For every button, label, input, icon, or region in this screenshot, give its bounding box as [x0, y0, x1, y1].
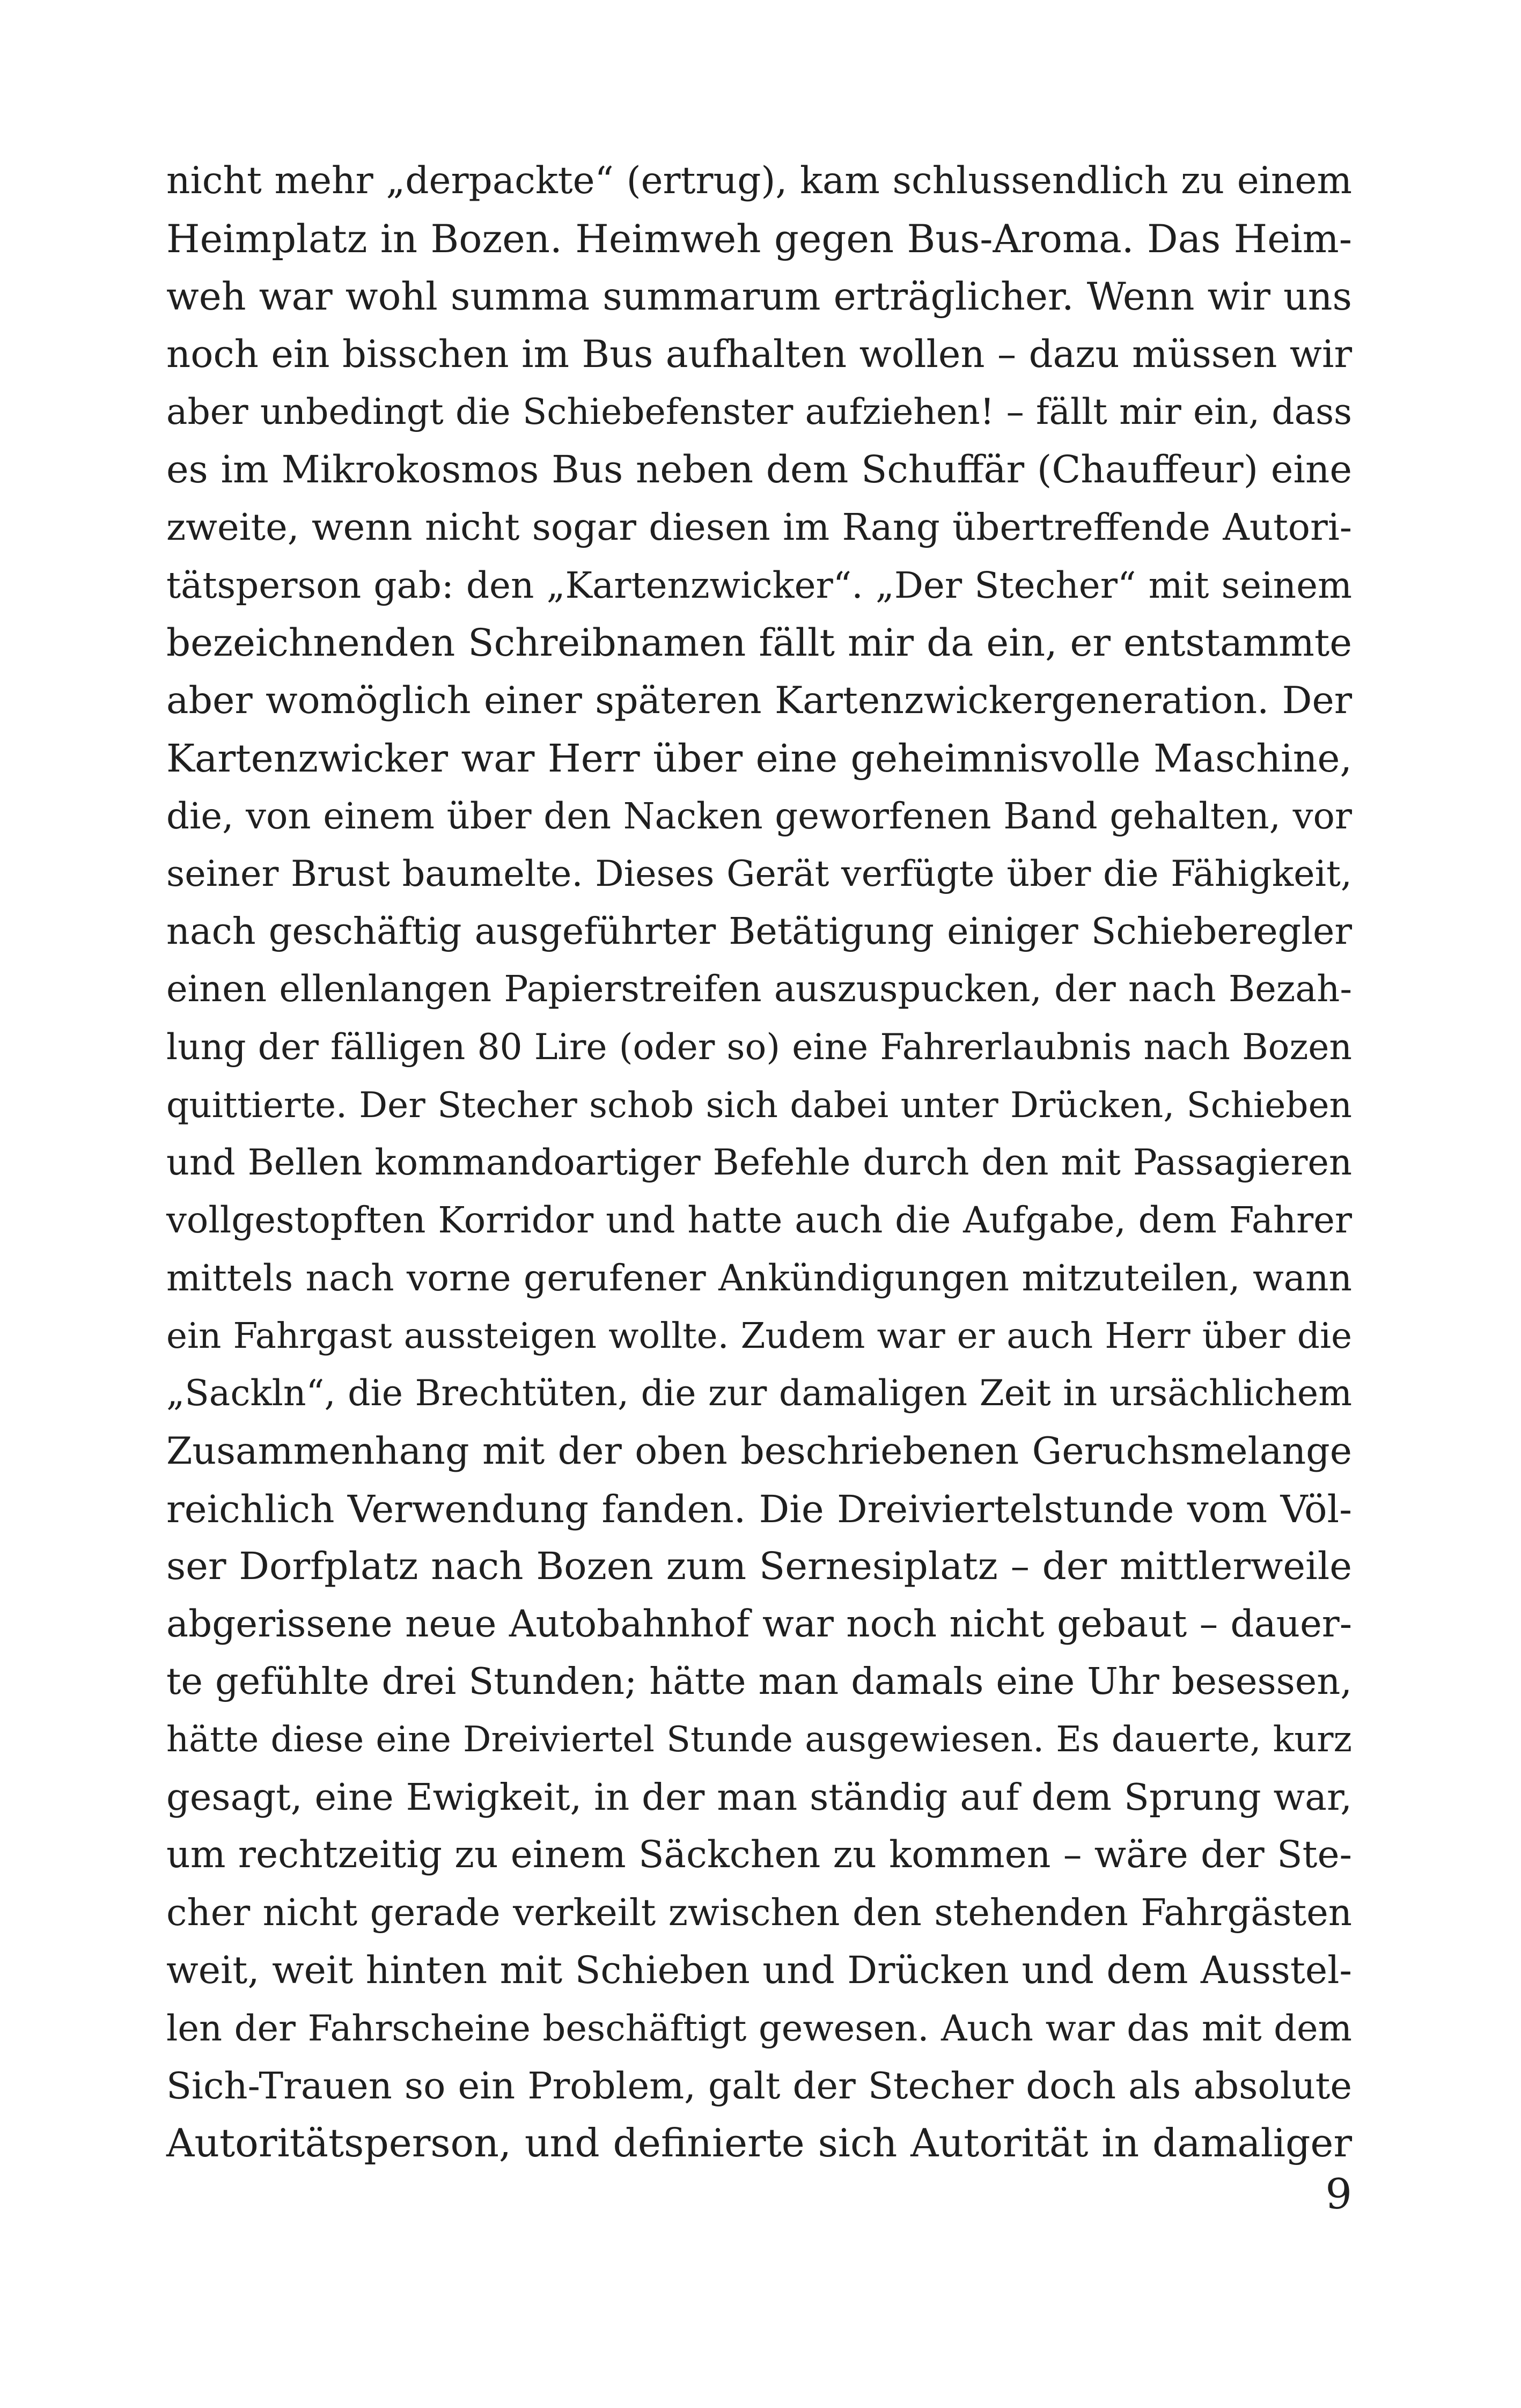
- text-line: len der Fahrscheine beschäftigt gewesen. Auch war das mit dem: [166, 2007, 1352, 2049]
- text-line: te gefühlte drei Stunden; hätte man damals eine Uhr besessen,: [166, 1661, 1352, 1704]
- text-line: die, von einem über den Nacken geworfenen Band gehalten, vor: [166, 795, 1352, 837]
- text-line: Sich-Trauen so ein Problem, galt der Stecher doch als absolute: [166, 2064, 1352, 2108]
- text-line: nicht mehr „derpackte“ (ertrug), kam schlussendlich zu einem: [166, 159, 1352, 202]
- page-number: 9: [1325, 2170, 1352, 2219]
- text-line: einen ellenlangen Papierstreifen auszuspucken, der nach Bezah-: [166, 968, 1352, 1010]
- text-line: hätte diese eine Dreiviertel Stunde ausgewiesen. Es dauerte, kurz: [166, 1719, 1352, 1760]
- text-line: tätsperson gab: den „Kartenzwicker“. „Der Stecher“ mit seinem: [166, 564, 1352, 607]
- text-line: aber womöglich einer späteren Kartenzwickergeneration. Der: [166, 679, 1352, 723]
- text-line: gesagt, eine Ewigkeit, in der man ständig auf dem Sprung war,: [166, 1775, 1352, 1819]
- text-line: Autoritätsperson, und definierte sich Autorität in damaliger: [166, 2121, 1352, 2167]
- text-line: Zusammenhang mit der oben beschriebenen Geruchsmelange: [166, 1429, 1352, 1473]
- text-line: seiner Brust baumelte. Dieses Gerät verfügte über die Fähigkeit,: [166, 853, 1352, 895]
- text-line: um rechtzeitig zu einem Säckchen zu kommen – wäre der Ste-: [166, 1833, 1352, 1877]
- text-line: nach geschäftig ausgeführter Betätigung einiger Schieberegler: [166, 910, 1352, 953]
- text-line: „Sackln“, die Brechtüten, die zur damaligen Zeit in ursächlichem: [166, 1372, 1352, 1414]
- text-line: ein Fahrgast aussteigen wollte. Zudem war er auch Herr über die: [166, 1315, 1352, 1356]
- text-line: mittels nach vorne gerufener Ankündigungen mitzuteilen, wann: [166, 1257, 1352, 1300]
- text-line: lung der fälligen 80 Lire (oder so) eine Fahrerlaubnis nach Bozen: [166, 1026, 1352, 1068]
- text-line: zweite, wenn nicht sogar diesen im Rang übertreffende Autori-: [166, 505, 1352, 549]
- text-line: reichlich Verwendung fanden. Die Dreiviertelstunde vom Völ-: [166, 1486, 1352, 1531]
- text-line: weh war wohl summa summarum erträglicher. Wenn wir uns: [166, 274, 1352, 319]
- text-line: quittierte. Der Stecher schob sich dabei unter Drücken, Schieben: [166, 1084, 1352, 1126]
- text-line: noch ein bisschen im Bus aufhalten wollen – dazu müssen wir: [166, 332, 1352, 376]
- text-line: es im Mikrokosmos Bus neben dem Schuffär (Chauffeur) eine: [166, 447, 1352, 491]
- text-line: ser Dorfplatz nach Bozen zum Sernesiplatz – der mittlerweile: [166, 1544, 1352, 1589]
- text-line: vollgestopften Korridor und hatte auch die Aufgabe, dem Fahrer: [166, 1199, 1352, 1241]
- text-line: Heimplatz in Bozen. Heimweh gegen Bus-Aroma. Das Heim-: [166, 216, 1352, 261]
- text-line: cher nicht gerade verkeilt zwischen den stehenden Fahrgästen: [166, 1891, 1352, 1934]
- text-line: abgerissene neue Autobahnhof war noch nicht gebaut – dauer-: [166, 1602, 1352, 1646]
- text-line: Kartenzwicker war Herr über eine geheimnisvolle Maschine,: [166, 736, 1352, 781]
- text-line: und Bellen kommandoartiger Befehle durch den mit Passagieren: [166, 1141, 1352, 1184]
- body-text: [166, 152, 1352, 2173]
- text-line: weit, weit hinten mit Schieben und Drücken und dem Ausstel-: [166, 1949, 1352, 1993]
- text-line: aber unbedingt die Schiebefenster aufziehen! – fällt mir ein, dass: [166, 391, 1352, 433]
- text-line: bezeichnenden Schreibnamen fällt mir da ein, er entstammte: [166, 620, 1352, 665]
